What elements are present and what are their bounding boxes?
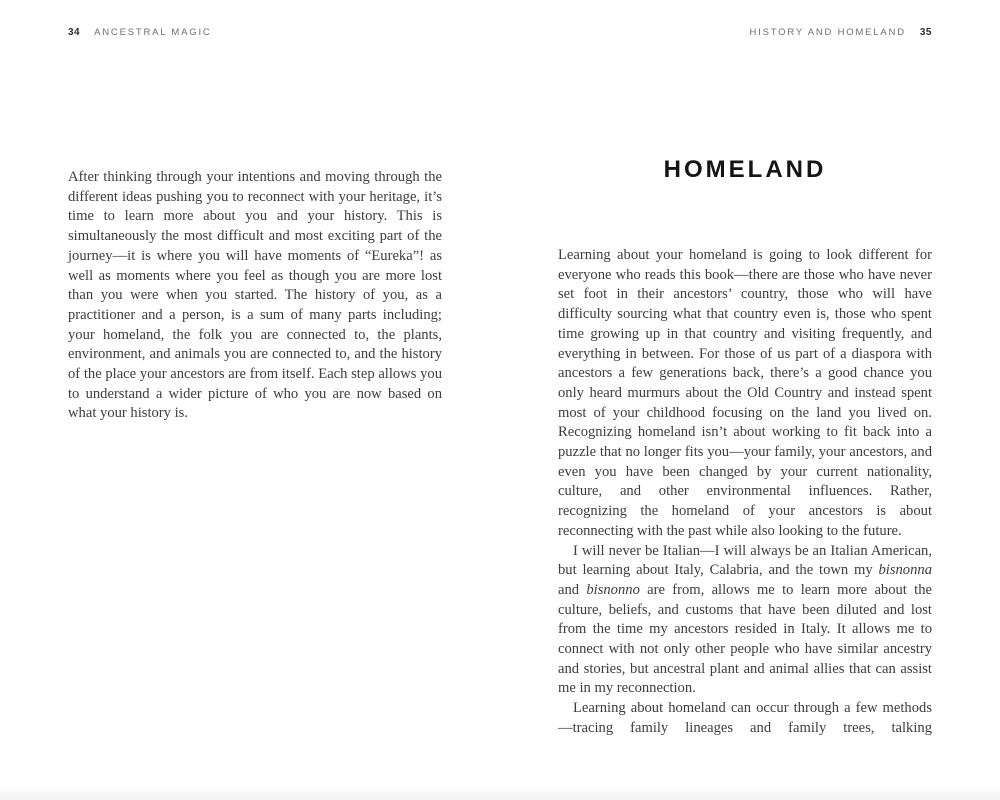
page-number-right: 35 (919, 27, 932, 38)
paragraph-right-2: I will never be Italian—I will always be an Italian American, but learning about Italy, Calabria, and the town my bisnonna and bisnonno are from, allows me to learn more about the culture, beliefs, and customs that have been diluted and lost from the time my ancestors resided in Italy. It allows me to connect with not only other people who have similar ancestry and stories, but ancestral plant and animal allies that can assist me in my reconnection. (558, 542, 932, 697)
page-right (558, 0, 932, 800)
running-head-title-right: HISTORY AND HOMELAND (749, 27, 906, 38)
page-number-left: 34 (68, 27, 81, 38)
paragraph-right-3: Learning about homeland can occur through a few methods—tracing family lineages and family trees, talking (558, 700, 932, 736)
running-head-title-left: ANCESTRAL MAGIC (94, 27, 212, 38)
page-left (68, 0, 442, 800)
paragraph-right-1: Learning about your homeland is going to look different for everyone who reads this book—there are those who have never set foot in their ancestors’ country, those who will have difficulty sourcing what that country even is, those who spent time growing up in that country and visiting frequently, and everything in between. For those of us part of a diaspora with ancestors a few generations back, there’s a good chance you only heard murmurs about the Old Country and instead spent most of your childhood focusing on the land you lived on. Recognizing homeland isn’t about working to fit back into a puzzle that no longer fits you—your family, your ancestors, and even you have been changed by your current nationality, culture, and other environmental influences. Rather, recognizing the homeland of your ancestors is about reconnecting with the past while also looking to the future. (558, 247, 932, 539)
running-head-left (68, 27, 442, 38)
running-head-right (558, 27, 932, 38)
body-text-right (558, 246, 932, 739)
paragraph-left-1: After thinking through your intentions and moving through the different ideas pushing you to reconnect with your heritage, it’s time to learn more about you and your history. This is simultaneously the most difficult and most exciting part of the journey—it is where you will have moments of “Eureka”! as well as moments where you feel as though you are more lost than you were when you started. The history of you, as a practitioner and a person, is a sum of many parts including; your homeland, the folk you are connected to, the plants, environment, and animals you are connected to, and the history of the place your ancestors are from itself. Each step allows you to understand a wider picture of who you are now based on what your history is. (68, 169, 442, 422)
body-text-left (68, 168, 442, 424)
chapter-heading: HOMELAND (663, 156, 827, 183)
